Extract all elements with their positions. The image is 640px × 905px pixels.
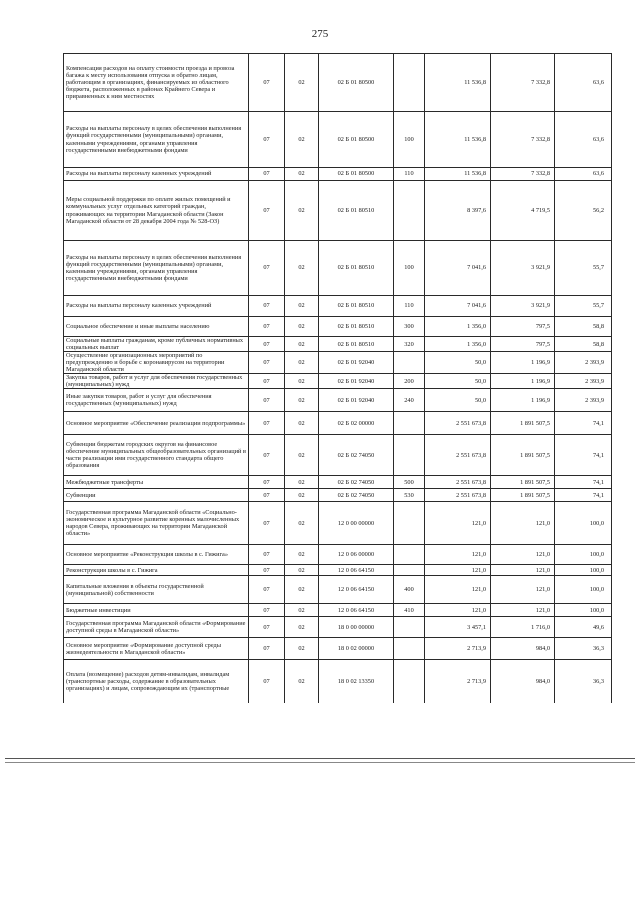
row-name: Оплата (возмещение) расходов детям-инвалидам, инвалидам (транспортные расходы, содержание в образовательных организациях) и лицам, сопровождающим их (транспортные [64, 660, 249, 703]
row-target-article: 12 0 00 00000 [319, 502, 394, 545]
row-subsection: 02 [285, 168, 319, 181]
row-target-article: 18 0 00 00000 [319, 617, 394, 638]
row-execution-percent: 63,6 [555, 112, 612, 168]
row-actual-amount: 121,0 [491, 565, 555, 576]
row-target-article: 02 Б 01 80510 [319, 241, 394, 296]
scan-line [5, 758, 635, 759]
row-execution-percent: 58,8 [555, 317, 612, 337]
row-section: 07 [249, 412, 285, 435]
row-expense-type: 320 [394, 337, 425, 352]
row-expense-type [394, 617, 425, 638]
row-name: Субвенции [64, 489, 249, 502]
table-row [64, 660, 612, 703]
table-row [64, 545, 612, 565]
row-actual-amount: 1 196,9 [491, 374, 555, 389]
row-subsection: 02 [285, 576, 319, 604]
row-target-article: 02 Б 01 80500 [319, 168, 394, 181]
row-section: 07 [249, 545, 285, 565]
row-section: 07 [249, 112, 285, 168]
row-name: Государственная программа Магаданской области «Формирование доступной среды в Магаданской области» [64, 617, 249, 638]
row-target-article: 02 Б 02 74050 [319, 489, 394, 502]
row-planned-amount: 1 356,0 [425, 317, 491, 337]
row-section: 07 [249, 476, 285, 489]
row-name: Социальные выплаты гражданам, кроме публичных нормативных социальных выплат [64, 337, 249, 352]
row-planned-amount: 121,0 [425, 576, 491, 604]
row-subsection: 02 [285, 389, 319, 412]
row-planned-amount: 1 356,0 [425, 337, 491, 352]
table-row [64, 412, 612, 435]
row-planned-amount: 11 536,8 [425, 54, 491, 112]
row-actual-amount: 1 891 507,5 [491, 476, 555, 489]
row-subsection: 02 [285, 181, 319, 241]
table-row [64, 638, 612, 660]
table-row [64, 296, 612, 317]
row-actual-amount: 121,0 [491, 576, 555, 604]
row-name: Основное мероприятие «Обеспечение реализации подпрограммы» [64, 412, 249, 435]
row-execution-percent: 2 393,9 [555, 374, 612, 389]
row-target-article: 18 0 02 13350 [319, 660, 394, 703]
row-planned-amount: 121,0 [425, 565, 491, 576]
row-expense-type: 410 [394, 604, 425, 617]
row-execution-percent: 55,7 [555, 296, 612, 317]
row-execution-percent: 74,1 [555, 476, 612, 489]
row-section: 07 [249, 352, 285, 374]
row-section: 07 [249, 168, 285, 181]
row-subsection: 02 [285, 604, 319, 617]
table-row [64, 502, 612, 545]
row-target-article: 02 Б 01 92040 [319, 352, 394, 374]
row-planned-amount: 50,0 [425, 389, 491, 412]
row-actual-amount: 1 891 507,5 [491, 489, 555, 502]
row-section: 07 [249, 489, 285, 502]
row-target-article: 02 Б 01 80510 [319, 181, 394, 241]
row-planned-amount: 121,0 [425, 502, 491, 545]
budget-table [63, 53, 612, 703]
row-target-article: 02 Б 02 00000 [319, 412, 394, 435]
row-planned-amount: 3 457,1 [425, 617, 491, 638]
table-row [64, 435, 612, 476]
table-row [64, 374, 612, 389]
row-execution-percent: 56,2 [555, 181, 612, 241]
row-execution-percent: 100,0 [555, 604, 612, 617]
row-section: 07 [249, 638, 285, 660]
table-row [64, 576, 612, 604]
row-subsection: 02 [285, 352, 319, 374]
table-row [64, 617, 612, 638]
row-planned-amount: 121,0 [425, 604, 491, 617]
row-actual-amount: 1 716,0 [491, 617, 555, 638]
row-subsection: 02 [285, 476, 319, 489]
row-section: 07 [249, 565, 285, 576]
row-name: Основное мероприятие «Формирование доступной среды жизнедеятельности в Магаданской области» [64, 638, 249, 660]
row-expense-type: 300 [394, 317, 425, 337]
row-target-article: 12 0 06 64150 [319, 576, 394, 604]
row-actual-amount: 1 196,9 [491, 352, 555, 374]
row-planned-amount: 50,0 [425, 352, 491, 374]
row-expense-type [394, 435, 425, 476]
row-name: Субвенции бюджетам городских округов на финансовое обеспечение муниципальных общеобразовательных организаций в части реализации ими государственного стандарта общего образования [64, 435, 249, 476]
row-planned-amount: 7 041,6 [425, 241, 491, 296]
row-section: 07 [249, 317, 285, 337]
row-expense-type [394, 660, 425, 703]
row-actual-amount: 121,0 [491, 604, 555, 617]
row-planned-amount: 7 041,6 [425, 296, 491, 317]
table-row [64, 565, 612, 576]
row-target-article: 02 Б 02 74050 [319, 476, 394, 489]
row-actual-amount: 121,0 [491, 502, 555, 545]
row-execution-percent: 2 393,9 [555, 352, 612, 374]
row-subsection: 02 [285, 317, 319, 337]
row-name: Иные закупки товаров, работ и услуг для обеспечения государственных (муниципальных) нужд [64, 389, 249, 412]
row-expense-type: 530 [394, 489, 425, 502]
row-actual-amount: 121,0 [491, 545, 555, 565]
row-section: 07 [249, 374, 285, 389]
row-execution-percent: 100,0 [555, 576, 612, 604]
row-execution-percent: 74,1 [555, 489, 612, 502]
row-name: Межбюджетные трансферты [64, 476, 249, 489]
row-actual-amount: 7 332,8 [491, 112, 555, 168]
row-name: Государственная программа Магаданской области «Социально-экономическое и культурное развитие коренных малочисленных народов Севера, проживающих на территории Магаданской области» [64, 502, 249, 545]
row-subsection: 02 [285, 502, 319, 545]
row-execution-percent: 36,3 [555, 638, 612, 660]
table-row [64, 337, 612, 352]
row-name: Осуществление организационных мероприятий по предупреждению и борьбе с коронавирусом на территории Магаданской области [64, 352, 249, 374]
row-subsection: 02 [285, 412, 319, 435]
table-row [64, 317, 612, 337]
row-execution-percent: 63,6 [555, 168, 612, 181]
row-section: 07 [249, 54, 285, 112]
row-target-article: 02 Б 01 80510 [319, 337, 394, 352]
row-section: 07 [249, 576, 285, 604]
row-section: 07 [249, 389, 285, 412]
row-name: Закупка товаров, работ и услуг для обеспечения государственных (муниципальных) нужд [64, 374, 249, 389]
row-actual-amount: 7 332,8 [491, 54, 555, 112]
row-target-article: 02 Б 01 80510 [319, 317, 394, 337]
row-actual-amount: 3 921,9 [491, 241, 555, 296]
row-expense-type [394, 565, 425, 576]
row-target-article: 12 0 06 64150 [319, 565, 394, 576]
row-actual-amount: 984,0 [491, 660, 555, 703]
row-name: Реконструкция школы в с. Гижига [64, 565, 249, 576]
row-planned-amount: 2 713,9 [425, 660, 491, 703]
row-expense-type: 110 [394, 296, 425, 317]
row-planned-amount: 2 551 673,8 [425, 476, 491, 489]
row-name: Бюджетные инвестиции [64, 604, 249, 617]
row-target-article: 02 Б 01 80500 [319, 112, 394, 168]
row-subsection: 02 [285, 617, 319, 638]
row-execution-percent: 74,1 [555, 412, 612, 435]
row-name: Расходы на выплаты персоналу казенных учреждений [64, 168, 249, 181]
row-actual-amount: 797,5 [491, 337, 555, 352]
row-target-article: 02 Б 01 80510 [319, 296, 394, 317]
row-actual-amount: 797,5 [491, 317, 555, 337]
row-subsection: 02 [285, 54, 319, 112]
row-execution-percent: 74,1 [555, 435, 612, 476]
row-expense-type: 500 [394, 476, 425, 489]
row-target-article: 12 0 06 00000 [319, 545, 394, 565]
row-section: 07 [249, 617, 285, 638]
row-subsection: 02 [285, 545, 319, 565]
table-row [64, 54, 612, 112]
row-expense-type [394, 352, 425, 374]
row-subsection: 02 [285, 565, 319, 576]
row-expense-type [394, 54, 425, 112]
table-row [64, 476, 612, 489]
table-row [64, 604, 612, 617]
row-section: 07 [249, 604, 285, 617]
row-expense-type: 200 [394, 374, 425, 389]
row-subsection: 02 [285, 241, 319, 296]
row-expense-type [394, 502, 425, 545]
row-planned-amount: 121,0 [425, 545, 491, 565]
row-name: Меры социальной поддержки по оплате жилых помещений и коммунальных услуг отдельных категорий граждан, проживающих на территории Магаданской области (Закон Магаданской области от 28 декабря 2004 года № 528-ОЗ) [64, 181, 249, 241]
row-section: 07 [249, 181, 285, 241]
row-execution-percent: 100,0 [555, 545, 612, 565]
row-actual-amount: 7 332,8 [491, 168, 555, 181]
table-row [64, 168, 612, 181]
row-expense-type: 110 [394, 168, 425, 181]
row-name: Капитальные вложения в объекты государственной (муниципальной) собственности [64, 576, 249, 604]
row-execution-percent: 49,6 [555, 617, 612, 638]
row-target-article: 02 Б 01 92040 [319, 374, 394, 389]
row-expense-type [394, 181, 425, 241]
table-row [64, 112, 612, 168]
row-planned-amount: 8 397,6 [425, 181, 491, 241]
table-row [64, 389, 612, 412]
row-target-article: 18 0 02 00000 [319, 638, 394, 660]
row-execution-percent: 63,6 [555, 54, 612, 112]
row-section: 07 [249, 241, 285, 296]
row-expense-type: 100 [394, 241, 425, 296]
row-name: Расходы на выплаты персоналу в целях обеспечения выполнения функций государственными (муниципальными) органами, казенными учреждениями, органами управления государственными внебюджетными фондами [64, 112, 249, 168]
row-planned-amount: 11 536,8 [425, 112, 491, 168]
row-section: 07 [249, 660, 285, 703]
row-section: 07 [249, 296, 285, 317]
row-subsection: 02 [285, 489, 319, 502]
row-actual-amount: 1 891 507,5 [491, 435, 555, 476]
row-actual-amount: 1 196,9 [491, 389, 555, 412]
row-expense-type [394, 412, 425, 435]
row-actual-amount: 1 891 507,5 [491, 412, 555, 435]
table-row [64, 241, 612, 296]
row-name: Расходы на выплаты персоналу в целях обеспечения выполнения функций государственными (муниципальными) органами, казенными учреждениями, органами управления государственными внебюджетными фондами [64, 241, 249, 296]
row-execution-percent: 2 393,9 [555, 389, 612, 412]
row-execution-percent: 58,8 [555, 337, 612, 352]
row-planned-amount: 2 551 673,8 [425, 435, 491, 476]
page-number: 275 [311, 28, 329, 40]
row-subsection: 02 [285, 337, 319, 352]
row-actual-amount: 3 921,9 [491, 296, 555, 317]
row-subsection: 02 [285, 660, 319, 703]
row-expense-type: 400 [394, 576, 425, 604]
row-subsection: 02 [285, 374, 319, 389]
row-section: 07 [249, 337, 285, 352]
row-target-article: 02 Б 01 80500 [319, 54, 394, 112]
row-planned-amount: 2 551 673,8 [425, 412, 491, 435]
row-planned-amount: 50,0 [425, 374, 491, 389]
row-name: Компенсация расходов на оплату стоимости проезда и провоза багажа к месту использования отпуска и обратно лицам, работающим в организациях, финансируемых из областного бюджета, расположенных в районах Крайнего Севера и приравненных к ним местностях [64, 54, 249, 112]
row-planned-amount: 2 551 673,8 [425, 489, 491, 502]
row-target-article: 02 Б 01 92040 [319, 389, 394, 412]
row-section: 07 [249, 435, 285, 476]
row-subsection: 02 [285, 112, 319, 168]
row-actual-amount: 4 719,5 [491, 181, 555, 241]
row-planned-amount: 11 536,8 [425, 168, 491, 181]
table-row [64, 352, 612, 374]
row-target-article: 12 0 06 64150 [319, 604, 394, 617]
row-actual-amount: 984,0 [491, 638, 555, 660]
row-expense-type: 100 [394, 112, 425, 168]
row-section: 07 [249, 502, 285, 545]
row-target-article: 02 Б 02 74050 [319, 435, 394, 476]
row-execution-percent: 100,0 [555, 565, 612, 576]
row-execution-percent: 55,7 [555, 241, 612, 296]
row-execution-percent: 100,0 [555, 502, 612, 545]
scan-line [5, 762, 635, 763]
row-subsection: 02 [285, 296, 319, 317]
row-name: Социальное обеспечение и иные выплаты населению [64, 317, 249, 337]
row-planned-amount: 2 713,9 [425, 638, 491, 660]
row-expense-type [394, 545, 425, 565]
row-expense-type [394, 638, 425, 660]
row-name: Основное мероприятие «Реконструкция школы в с. Гижига» [64, 545, 249, 565]
table-row [64, 181, 612, 241]
row-subsection: 02 [285, 638, 319, 660]
table-row [64, 489, 612, 502]
row-execution-percent: 36,3 [555, 660, 612, 703]
row-expense-type: 240 [394, 389, 425, 412]
row-subsection: 02 [285, 435, 319, 476]
row-name: Расходы на выплаты персоналу казенных учреждений [64, 296, 249, 317]
